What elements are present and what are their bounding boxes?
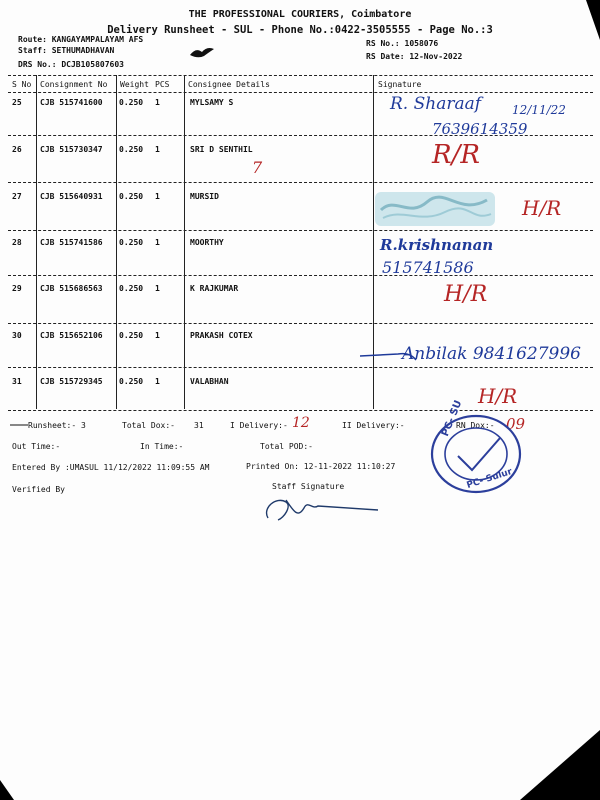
row-consignee: MURSID [190, 192, 219, 201]
total-pod-label: Total POD:- [260, 442, 313, 451]
in-time-label: In Time:- [140, 442, 184, 451]
row-sno: 28 [12, 238, 22, 247]
row-consignee: K RAJKUMAR [190, 284, 239, 293]
row-sno: 26 [12, 145, 22, 154]
stamp-text-bottom: PC- Sulur [465, 466, 514, 492]
runsheet-subtitle: Delivery Runsheet - SUL - Phone No.:0422-3505555 - Page No.:3 [107, 24, 493, 36]
verified-by-label: Verified By [12, 485, 65, 494]
signature-row27-mark: H/R [522, 196, 562, 220]
signature-row26-mark: R/R [432, 140, 480, 170]
row-pcs: 1 [155, 192, 160, 201]
row-consignee: SRI D SENTHIL [190, 145, 253, 154]
rn-dox-label: RN Dox:- [456, 421, 495, 430]
row-weight: 0.250 [119, 331, 144, 340]
total-dox-label: Total Dox:- [122, 421, 175, 430]
row-weight: 0.250 [119, 145, 144, 154]
out-time-label: Out Time:- [12, 442, 61, 451]
row-weight: 0.250 [119, 192, 144, 201]
signature-row30: Anbilak 9841627996 [402, 344, 581, 364]
printed-on: Printed On: 12-11-2022 11:10:27 [246, 462, 396, 471]
rs-date: RS Date: 12-Nov-2022 [366, 52, 463, 61]
row-weight: 0.250 [119, 98, 144, 107]
col-header-sno: S No [12, 80, 32, 89]
col-header-signature: Signature [378, 80, 422, 89]
row-sno: 25 [12, 98, 22, 107]
row-consignee: PRAKASH COTEX [190, 331, 253, 340]
row-consignment: CJB 515729345 [40, 377, 103, 386]
row-weight: 0.250 [119, 284, 144, 293]
row-pcs: 1 [155, 238, 160, 247]
rn-dox-handwritten: 09 [506, 415, 526, 433]
col-header-consignment: Consignment No [40, 80, 108, 89]
col-header-consignee: Consignee Details [188, 80, 270, 89]
row-sno: 29 [12, 284, 22, 293]
signature-row28-number: 515741586 [382, 258, 474, 277]
row26-tick-mark: 7 [252, 158, 263, 177]
i-delivery-label: I Delivery:- [230, 421, 288, 430]
signature-row29-mark: H/R [444, 282, 488, 307]
ii-delivery-label: II Delivery:- [342, 421, 405, 430]
row-pcs: 1 [155, 377, 160, 386]
rs-number: RS No.: 1058076 [366, 39, 439, 48]
row-sno: 30 [12, 331, 22, 340]
row-consignment: CJB 515640931 [40, 192, 103, 201]
signature-row25-name: R. Sharaaf [390, 94, 482, 114]
signature-row31-mark: H/R [478, 384, 518, 408]
row-consignment: CJB 515741600 [40, 98, 103, 107]
signature-row28-name: R.krishnanan [380, 236, 494, 254]
staff-signature-label: Staff Signature [272, 482, 345, 491]
drs-number: DRS No.: DCJB105807603 [18, 60, 124, 69]
staff-text: Staff: SETHUMADHAVAN [18, 46, 115, 55]
row-pcs: 1 [155, 98, 160, 107]
stamp-text-top: PC- SU [440, 398, 465, 439]
route-text: Route: KANGAYAMPALAYAM AFS [18, 35, 144, 44]
col-header-weight: Weight [120, 80, 149, 89]
entered-by: Entered By :UMASUL 11/12/2022 11:09:55 AM [12, 463, 210, 472]
row-consignment: CJB 515730347 [40, 145, 103, 154]
row-consignment: CJB 515741586 [40, 238, 103, 247]
col-header-pcs: PCS [155, 80, 170, 89]
row-sno: 27 [12, 192, 22, 201]
row-weight: 0.250 [119, 238, 144, 247]
signature-row25-phone: 7639614359 [432, 120, 528, 138]
row-weight: 0.250 [119, 377, 144, 386]
row-consignee: VALABHAN [190, 377, 229, 386]
row-consignee: MOORTHY [190, 238, 224, 247]
total-dox-value: 31 [194, 421, 204, 430]
runsheet-count: Runsheet:- 3 [28, 421, 86, 430]
row-pcs: 1 [155, 145, 160, 154]
row-pcs: 1 [155, 284, 160, 293]
row-consignment: CJB 515686563 [40, 284, 103, 293]
i-delivery-handwritten: 12 [292, 415, 310, 431]
row-pcs: 1 [155, 331, 160, 340]
row-consignee: MYLSAMY S [190, 98, 234, 107]
row-sno: 31 [12, 377, 22, 386]
row-consignment: CJB 515652106 [40, 331, 103, 340]
company-title: THE PROFESSIONAL COURIERS, Coimbatore [188, 9, 412, 20]
signature-row25-date: 12/11/22 [512, 103, 566, 117]
